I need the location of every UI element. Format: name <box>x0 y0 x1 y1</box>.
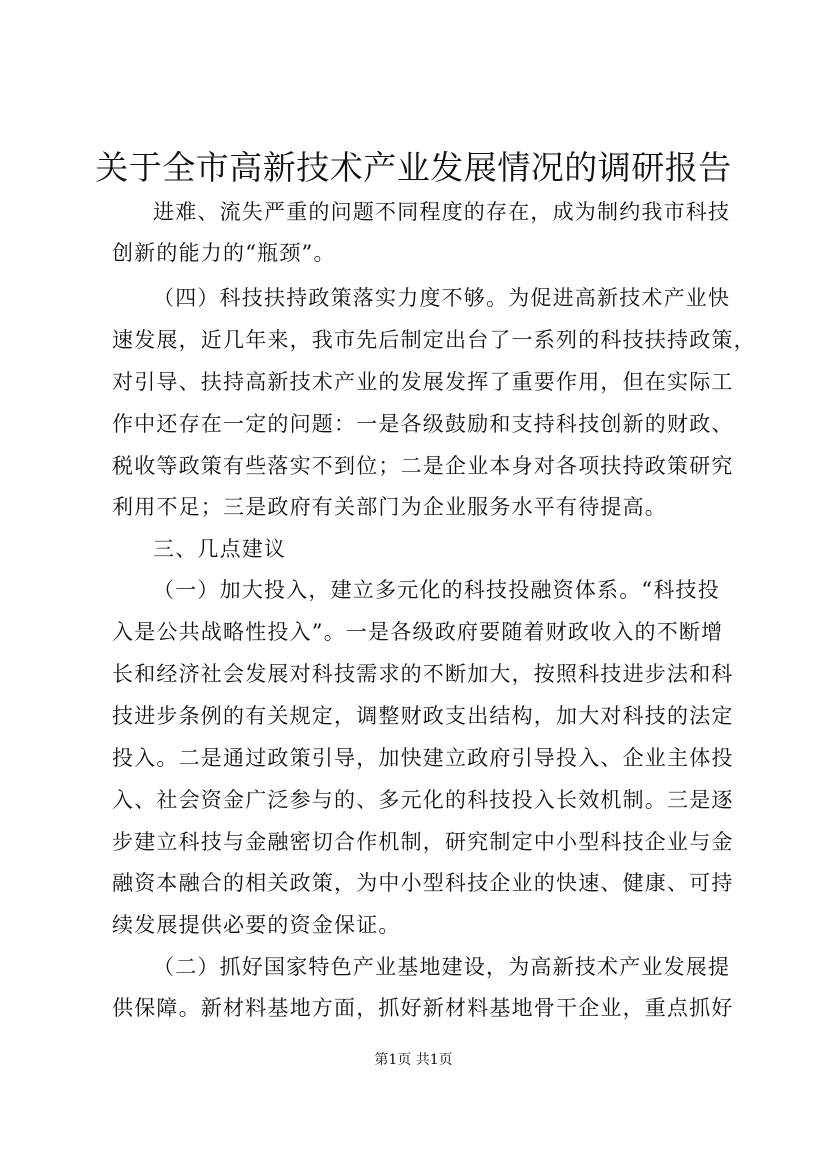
body-line: （二）抓好国家特色产业基地建设，为高新技术产业发展提 <box>153 955 731 979</box>
body-line: 长和经济社会发展对科技需求的不断加大，按照科技进步法和科 <box>112 662 734 686</box>
body-line: 进难、流失严重的问题不同程度的存在，成为制约我市科技 <box>153 200 731 224</box>
body-line: 供保障。新材料基地方面，抓好新材料基地骨干企业，重点抓好 <box>112 996 734 1020</box>
page-number-footer: 第1页 共1页 <box>374 1052 453 1068</box>
body-line: 对引导、扶持高新技术产业的发展发挥了重要作用，但在实际工 <box>112 370 734 394</box>
body-line: 速发展，近几年来，我市先后制定出台了一系列的科技扶持政策， <box>112 328 756 352</box>
body-line: 步建立科技与金融密切合作机制，研究制定中小型科技企业与金 <box>112 830 734 854</box>
body-line: （一）加大投入，建立多元化的科技投融资体系。“科技投 <box>153 578 720 602</box>
body-line: 续发展提供必要的资金保证。 <box>112 913 401 937</box>
section-heading: 三、几点建议 <box>153 537 287 561</box>
body-line: 融资本融合的相关政策，为中小型科技企业的快速、健康、可持 <box>112 871 734 895</box>
body-line: 作中还存在一定的问题：一是各级鼓励和支持科技创新的财政、 <box>112 412 734 436</box>
body-line: （四）科技扶持政策落实力度不够。为促进高新技术产业快 <box>153 286 731 310</box>
body-line: 税收等政策有些落实不到位；二是企业本身对各项扶持政策研究 <box>112 454 734 478</box>
body-line: 入、社会资金广泛参与的、多元化的科技投入长效机制。三是逐 <box>112 788 734 812</box>
document-title: 关于全市高新技术产业发展情况的调研报告 <box>95 148 732 187</box>
body-line: 入是公共战略性投入”。一是各级政府要随着财政收入的不断增 <box>112 620 724 644</box>
body-line: 投入。二是通过政策引导，加快建立政府引导投入、企业主体投 <box>112 746 734 770</box>
body-line: 利用不足；三是政府有关部门为企业服务水平有待提高。 <box>112 495 667 519</box>
body-line: 技进步条例的有关规定，调整财政支出结构，加大对科技的法定 <box>112 704 734 728</box>
body-line: 创新的能力的“瓶颈”。 <box>112 241 336 265</box>
